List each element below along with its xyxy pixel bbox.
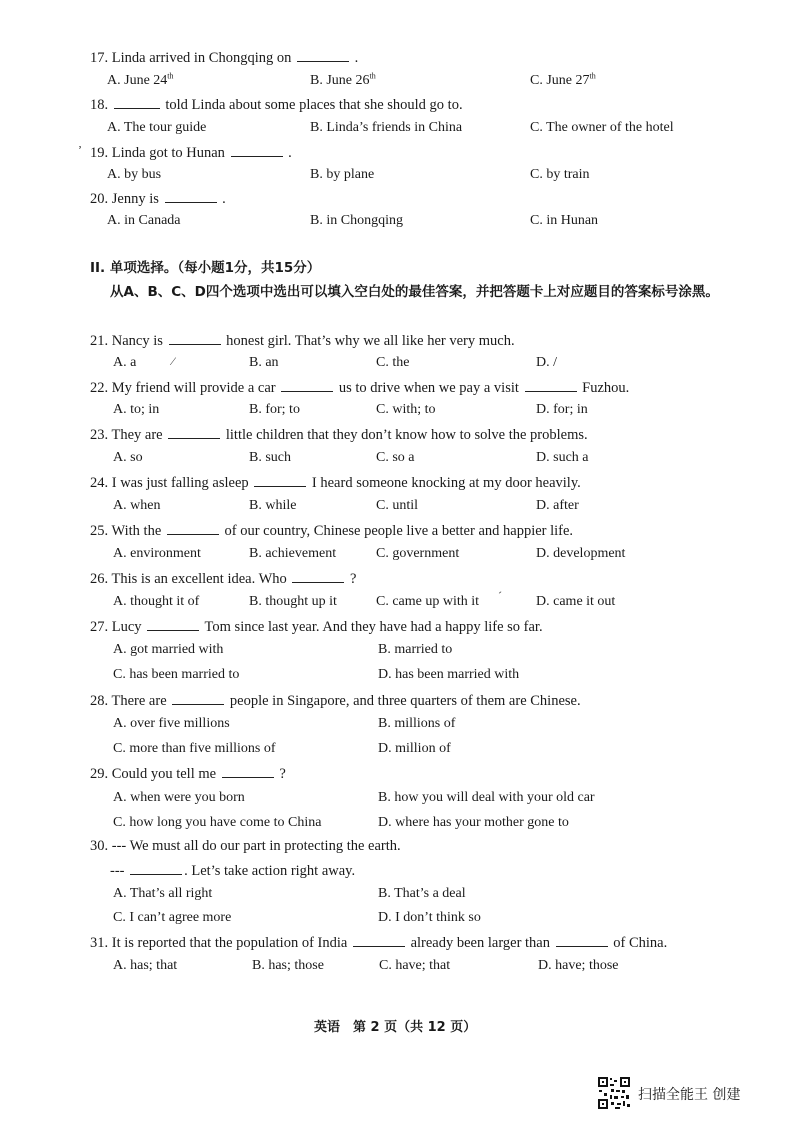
question-number: 18. [90, 97, 109, 113]
answer-blank [297, 48, 349, 62]
question-17 [90, 48, 358, 67]
option-text: to; in [130, 402, 160, 417]
scan-mark: ʼ [78, 143, 82, 157]
question-text: I was just falling asleep [111, 475, 249, 491]
scan-mark: ⁄ [172, 354, 175, 368]
question-text: . [222, 191, 226, 207]
option-letter: C. [376, 498, 389, 513]
option-text: The tour guide [123, 120, 207, 135]
option-b [249, 497, 296, 515]
option-letter: B. [310, 167, 323, 182]
option-letter: B. [249, 594, 262, 609]
question-number: 20. [90, 191, 109, 207]
option-a [113, 401, 159, 419]
option-text: such a [553, 450, 589, 465]
option-d [536, 401, 588, 419]
question-24 [90, 473, 581, 492]
option-text: more than five millions of [129, 741, 276, 756]
scanner-watermark: 扫描全能王 创建 [638, 1087, 741, 1103]
option-a: A. That’s all right [113, 886, 213, 901]
option-a [107, 72, 174, 90]
option-text: with; to [392, 402, 436, 417]
option-c [530, 212, 598, 230]
option-a [113, 545, 201, 563]
option-text: development [553, 546, 626, 561]
option-letter: A. [113, 716, 127, 731]
option-letter: B. [249, 402, 262, 417]
option-text: has been married with [395, 667, 520, 682]
option-letter: B. [378, 716, 391, 731]
page-footer: 英语 第 2 页（共 12 页） [314, 1020, 477, 1035]
answer-blank [525, 378, 577, 392]
answer-blank [281, 378, 333, 392]
question-text: Could you tell me [111, 766, 217, 782]
option-text: The owner of the hotel [546, 120, 674, 135]
answer-blank [172, 691, 224, 705]
option-d [536, 593, 615, 611]
option-text: millions of [394, 716, 456, 731]
option-d [536, 497, 579, 515]
option-text: thought up it [265, 594, 337, 609]
option-text: until [392, 498, 419, 513]
question-text: . [288, 145, 292, 161]
question-29 [90, 764, 286, 783]
option-text: by plane [326, 167, 375, 182]
question-text: little children that they don’t know how to solve the problems. [225, 427, 588, 443]
option-text: the [392, 355, 410, 370]
question-number: 30. [90, 838, 109, 854]
question-text: There are [111, 693, 167, 709]
option-a [113, 957, 177, 975]
option-b [249, 593, 337, 611]
option-text: came it out [553, 594, 616, 609]
option-letter: C. [376, 402, 389, 417]
question-text: honest girl. That’s why we all like her very much. [226, 333, 515, 349]
option-text: environment [130, 546, 201, 561]
question-31 [90, 933, 667, 952]
question-text: Linda got to Hunan [111, 145, 225, 161]
option-text: June 27 [546, 73, 590, 88]
question-text: Linda arrived in Chongqing on [111, 50, 292, 66]
option-c [376, 545, 459, 563]
option-c [530, 119, 674, 137]
option-c [530, 166, 590, 184]
question-text: Tom since last year. And they have had a happy life so far. [204, 619, 543, 635]
option-c [376, 354, 409, 372]
option-d [378, 814, 569, 832]
option-b [378, 715, 455, 733]
option-text: how long you have come to China [129, 815, 322, 830]
option-a [107, 119, 206, 137]
option-text: for; in [553, 402, 588, 417]
option-c [113, 740, 276, 758]
option-superscript: th [167, 71, 174, 81]
option-text: June 24 [124, 73, 168, 88]
scan-mark: ˊ [498, 589, 502, 603]
option-letter: D. [536, 355, 550, 370]
question-text: ? [279, 766, 286, 782]
question-number: 22. [90, 380, 109, 396]
option-superscript: th [589, 71, 596, 81]
answer-blank [130, 861, 182, 875]
option-text: by bus [124, 167, 162, 182]
option-letter: A. [107, 213, 121, 228]
question-text: This is an excellent idea. Who [111, 571, 287, 587]
option-b [252, 957, 324, 975]
option-text: million of [395, 741, 451, 756]
question-26 [90, 569, 356, 588]
option-text: have; those [555, 958, 619, 973]
option-c [376, 497, 418, 515]
question-19 [90, 143, 292, 162]
question-text: us to drive when we pay a visit [338, 380, 519, 396]
answer-blank [167, 521, 219, 535]
option-text: so a [392, 450, 415, 465]
option-c: C. I can’t agree more [113, 910, 232, 925]
option-letter: A. [107, 167, 121, 182]
question-number: 19. [90, 145, 109, 161]
question-text: . [354, 50, 359, 66]
option-letter: A. [113, 402, 127, 417]
answer-blank [231, 143, 283, 157]
option-letter: C. [530, 167, 543, 182]
option-letter: B. [378, 790, 391, 805]
option-c [376, 449, 415, 467]
option-b [249, 449, 291, 467]
option-letter: D. [378, 741, 392, 756]
option-text: came up with it [392, 594, 480, 609]
question-23 [90, 425, 588, 444]
question-text: --- We must all do our part in protecting the earth. [111, 838, 401, 854]
question-text: Nancy is [111, 333, 163, 349]
option-b [249, 545, 336, 563]
option-a [113, 641, 223, 659]
question-27 [90, 617, 543, 636]
answer-blank [254, 473, 306, 487]
option-a [113, 497, 160, 515]
option-a [113, 715, 230, 733]
option-text: where has your mother gone to [395, 815, 569, 830]
option-letter: C. [113, 815, 126, 830]
option-text: while [265, 498, 297, 513]
option-c [113, 814, 321, 832]
option-letter: C. [376, 594, 389, 609]
answer-blank [556, 933, 608, 947]
option-a [107, 166, 161, 184]
option-text: a [130, 355, 137, 370]
question-number: 25. [90, 523, 109, 539]
option-text: Linda’s friends in China [326, 120, 463, 135]
option-letter: D. [536, 546, 550, 561]
question-25 [90, 521, 573, 540]
option-text: when were you born [130, 790, 245, 805]
section-instruction: 从A、B、C、D四个选项中选出可以填入空白处的最佳答案，并把答题卡上对应题目的答案标号涂黑。 [110, 284, 719, 300]
option-letter: A. [113, 642, 127, 657]
option-a [113, 593, 199, 611]
answer-blank [168, 425, 220, 439]
option-text: so [130, 450, 143, 465]
option-letter: C. [376, 450, 389, 465]
option-b [310, 119, 462, 137]
option-text: by train [546, 167, 590, 182]
option-letter: C. [530, 73, 543, 88]
option-letter: A. [113, 355, 127, 370]
option-text: over five millions [130, 716, 230, 731]
option-letter: B. [249, 355, 262, 370]
option-text: in Canada [124, 213, 181, 228]
answer-blank [353, 933, 405, 947]
option-letter: B. [310, 73, 323, 88]
option-letter: B. [249, 498, 262, 513]
option-text: have; that [395, 958, 451, 973]
option-text: achievement [265, 546, 337, 561]
option-letter: D. [536, 450, 550, 465]
option-letter: C. [379, 958, 392, 973]
question-text: already been larger than [410, 935, 550, 951]
option-letter: B. [249, 546, 262, 561]
option-letter: D. [536, 402, 550, 417]
question-number: 24. [90, 475, 109, 491]
option-letter: A. [107, 73, 121, 88]
question-text: Fuzhou. [582, 380, 630, 396]
option-text: in Chongqing [326, 213, 403, 228]
option-letter: A. [113, 450, 127, 465]
dialogue-dash: --- [110, 863, 125, 879]
question-text: people in Singapore, and three quarters of them are Chinese. [229, 693, 581, 709]
question-text: ? [350, 571, 357, 587]
option-a [113, 789, 245, 807]
option-letter: B. [378, 642, 391, 657]
option-text: when [130, 498, 161, 513]
option-letter: A. [113, 546, 127, 561]
option-a [113, 354, 136, 372]
option-d [378, 740, 451, 758]
answer-blank [169, 331, 221, 345]
option-text: how you will deal with your old car [394, 790, 595, 805]
option-b [249, 354, 279, 372]
option-c [376, 401, 436, 419]
question-number: 23. [90, 427, 109, 443]
question-text: They are [111, 427, 163, 443]
option-d: D. I don’t think so [378, 910, 481, 925]
option-letter: A. [113, 958, 127, 973]
option-a [113, 449, 143, 467]
option-letter: C. [113, 667, 126, 682]
option-text: / [553, 355, 558, 370]
option-text: got married with [130, 642, 224, 657]
question-number: 29. [90, 766, 109, 782]
answer-blank [114, 95, 160, 109]
question-number: 27. [90, 619, 109, 635]
option-text: for; to [265, 402, 300, 417]
question-text: It is reported that the population of India [111, 935, 348, 951]
option-d [378, 666, 519, 684]
option-d [536, 354, 557, 372]
option-text: married to [394, 642, 453, 657]
option-letter: A. [113, 594, 127, 609]
question-number: 28. [90, 693, 109, 709]
option-b [310, 212, 403, 230]
option-letter: C. [530, 120, 543, 135]
option-text: June 26 [326, 73, 370, 88]
option-text: has been married to [129, 667, 240, 682]
option-letter: C. [376, 546, 389, 561]
question-30-reply [110, 861, 355, 880]
option-letter: D. [536, 498, 550, 513]
question-21 [90, 331, 515, 350]
question-text: With the [111, 523, 162, 539]
option-a [107, 212, 181, 230]
option-text: an [265, 355, 279, 370]
question-text: told Linda about some places that she should go to. [165, 97, 463, 113]
option-b [310, 166, 374, 184]
option-letter: D. [536, 594, 550, 609]
option-d [536, 545, 625, 563]
option-text: thought it of [130, 594, 200, 609]
option-b [378, 789, 595, 807]
option-letter: A. [113, 498, 127, 513]
option-letter: D. [378, 815, 392, 830]
option-letter: B. [310, 213, 323, 228]
question-18 [90, 95, 463, 114]
option-letter: D. [538, 958, 552, 973]
option-letter: B. [310, 120, 323, 135]
section-title: II. 单项选择。（每小题1分，共15分） [90, 260, 321, 276]
option-text: in Hunan [546, 213, 599, 228]
option-letter: C. [530, 213, 543, 228]
option-text: such [265, 450, 292, 465]
question-number: 31. [90, 935, 109, 951]
answer-blank [147, 617, 199, 631]
option-superscript: th [369, 71, 376, 81]
option-letter: A. [107, 120, 121, 135]
option-text: has; those [268, 958, 324, 973]
option-c [379, 957, 450, 975]
option-d [536, 449, 589, 467]
question-28 [90, 691, 581, 710]
answer-blank [292, 569, 344, 583]
option-c [113, 666, 239, 684]
question-number: 21. [90, 333, 109, 349]
option-letter: D. [378, 667, 392, 682]
answer-blank [222, 764, 274, 778]
option-letter: B. [249, 450, 262, 465]
question-30 [90, 837, 401, 855]
option-text: after [553, 498, 579, 513]
question-20 [90, 189, 226, 208]
option-letter: A. [113, 790, 127, 805]
qr-code-icon [597, 1076, 631, 1110]
question-text: . Let’s take action right away. [184, 863, 356, 879]
option-b: B. That’s a deal [378, 886, 466, 901]
question-text: of China. [613, 935, 668, 951]
question-text: My friend will provide a car [111, 380, 276, 396]
question-text: Lucy [111, 619, 142, 635]
question-number: 17. [90, 50, 109, 66]
option-d [538, 957, 619, 975]
option-letter: C. [376, 355, 389, 370]
question-text: I heard someone knocking at my door heavily. [311, 475, 581, 491]
option-letter: C. [113, 741, 126, 756]
question-text: Jenny is [111, 191, 159, 207]
option-text: has; that [130, 958, 178, 973]
question-text: of our country, Chinese people live a better and happier life. [224, 523, 574, 539]
option-text: government [392, 546, 460, 561]
option-c [376, 593, 479, 611]
option-b [249, 401, 300, 419]
option-c [530, 72, 596, 90]
question-22 [90, 378, 629, 397]
answer-blank [165, 189, 217, 203]
option-letter: B. [252, 958, 265, 973]
question-number: 26. [90, 571, 109, 587]
option-b [310, 72, 376, 90]
option-b [378, 641, 452, 659]
